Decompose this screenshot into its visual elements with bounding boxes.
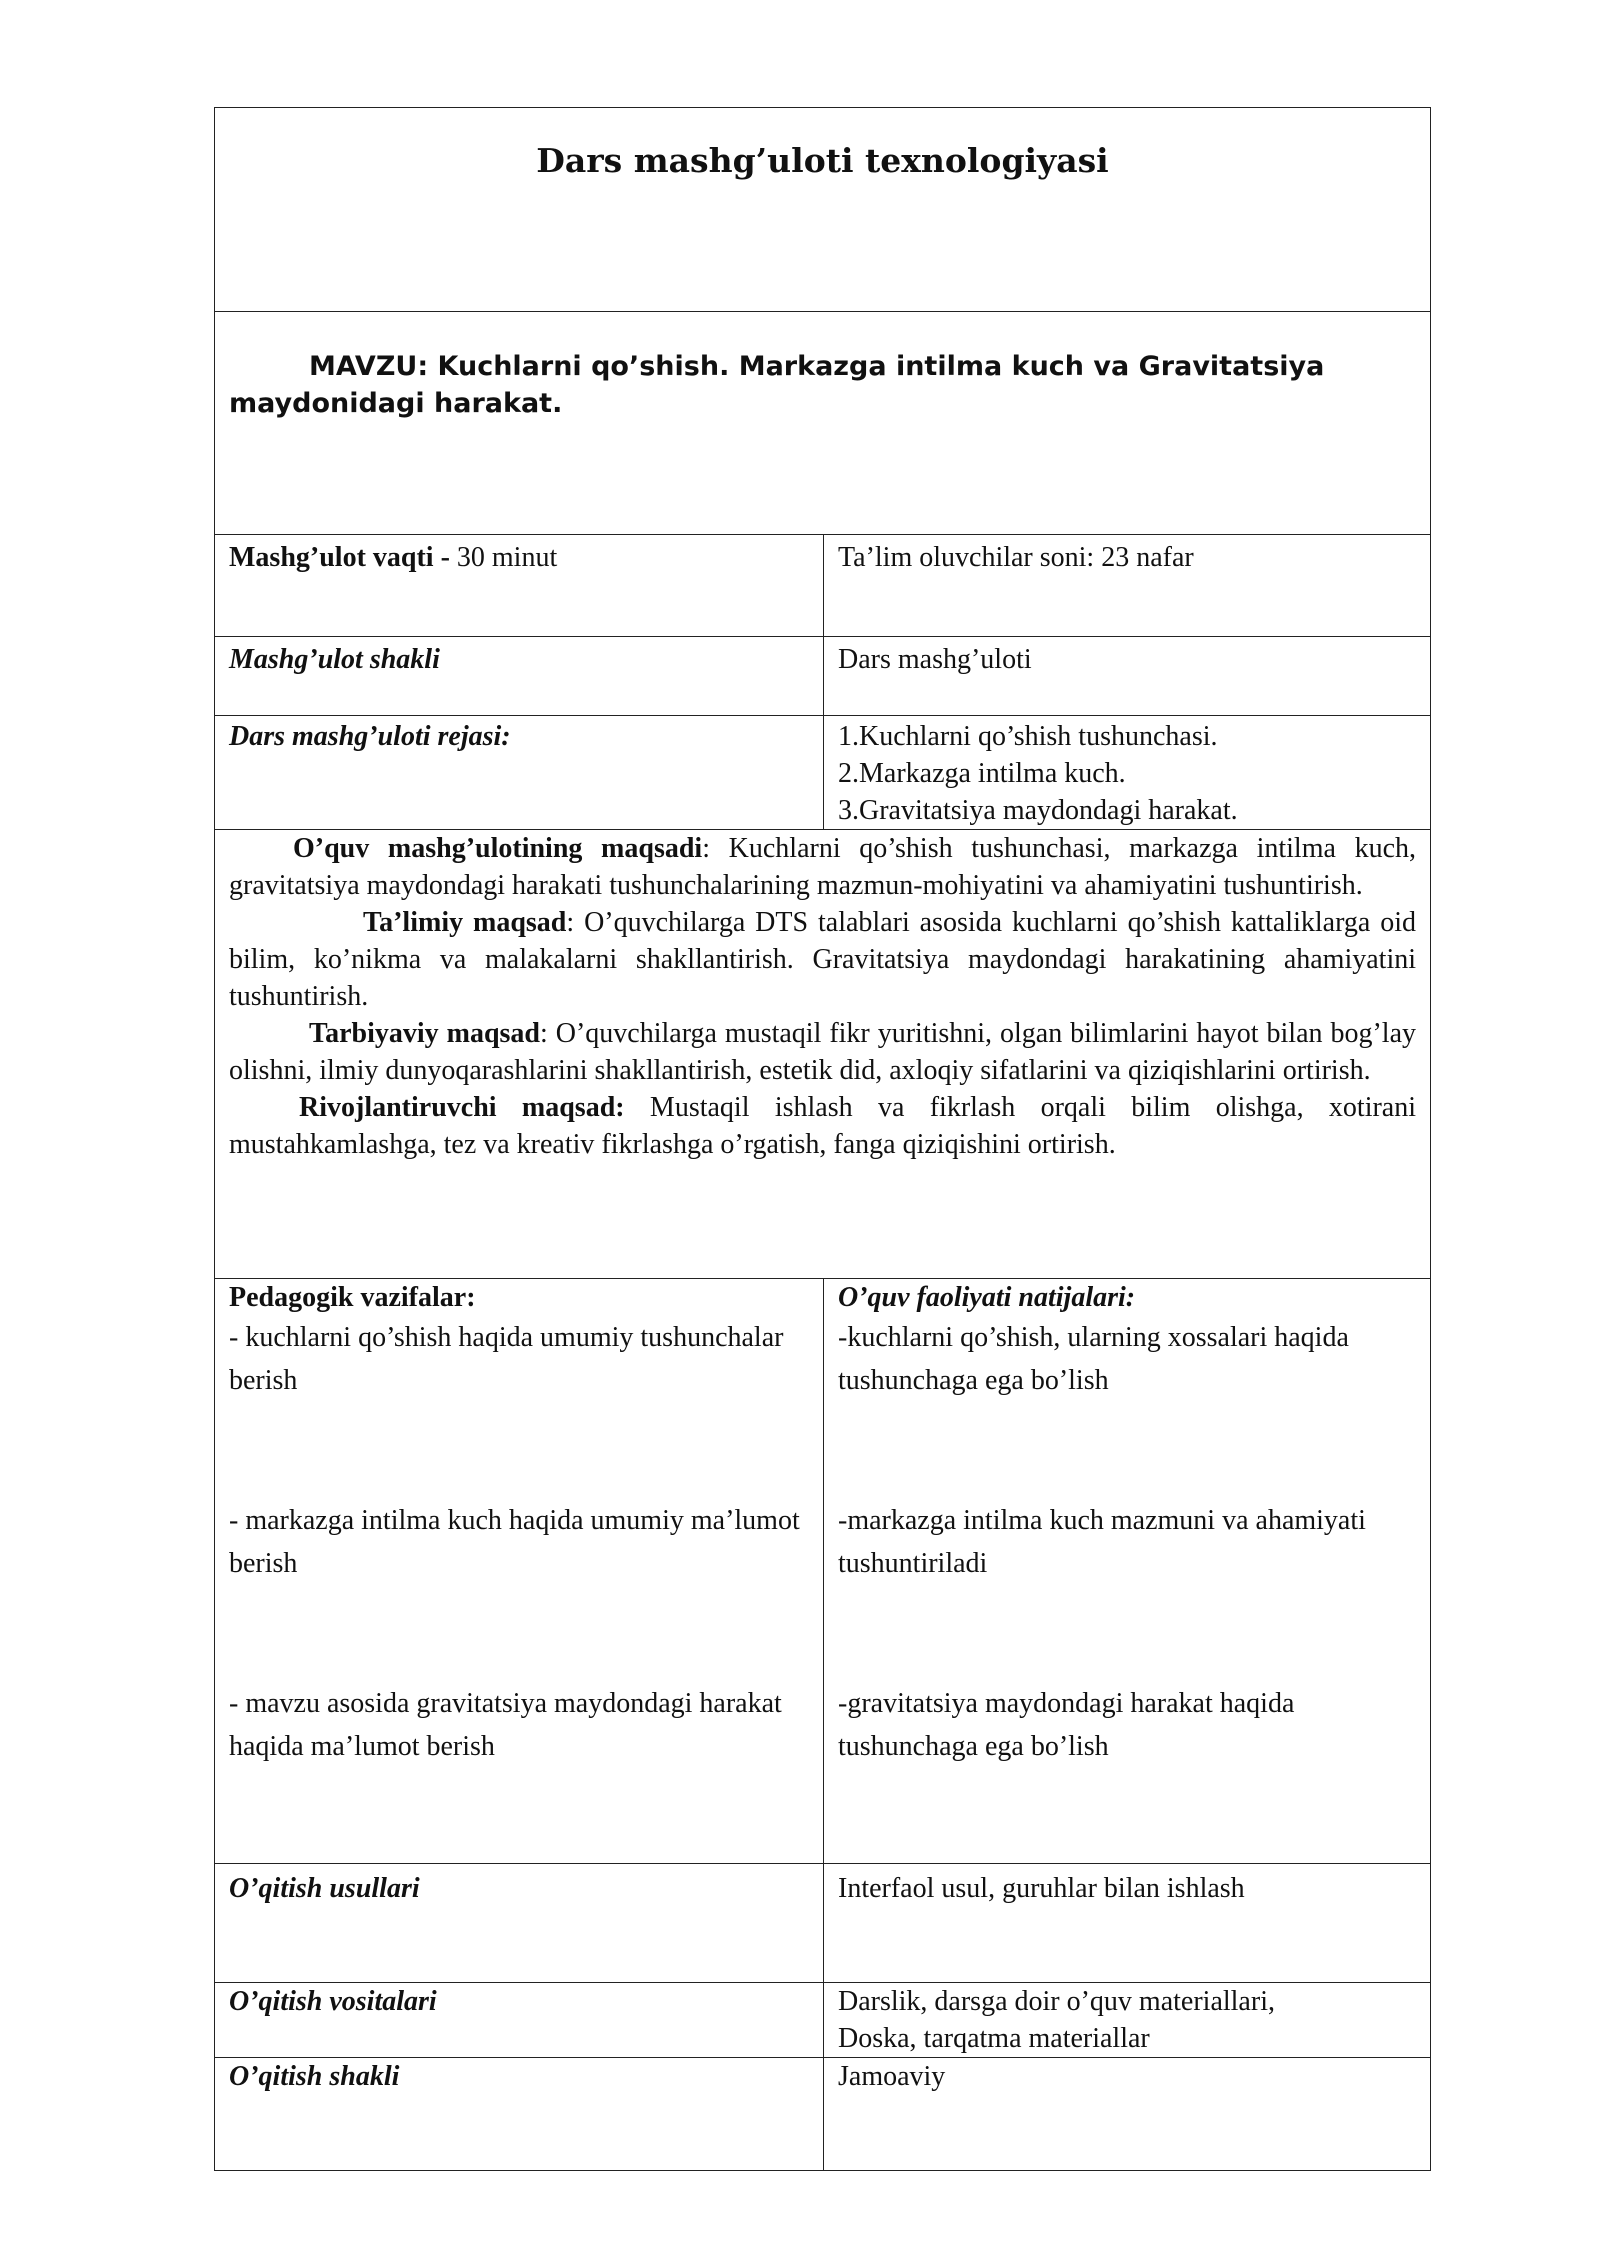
methods-value: Interfaol usul, guruhlar bilan ishlash [838, 1873, 1245, 1904]
time-cell [215, 535, 824, 637]
pedagogical-tasks-header: Pedagogik vazifalar: [229, 1282, 476, 1313]
tools-value: Darslik, darsga doir o’quv materiallari, [838, 1986, 1275, 2017]
learning-outcome: -kuchlarni qo’shish, ularning xossalari haqida tushunchaga ega bo’lish [838, 1322, 1349, 1396]
form-value-cell [824, 637, 1431, 716]
plan-label-cell [215, 716, 824, 830]
tools-label-cell [215, 1983, 824, 2058]
time-value: 30 minut [449, 542, 558, 573]
educational-goal [229, 904, 1416, 1015]
pedagogical-task: - markazga intilma kuch haqida umumiy ma’lumot berish [229, 1505, 800, 1579]
learning-outcome: -gravitatsiya maydondagi harakat haqida tushunchaga ega bo’lish [838, 1688, 1295, 1762]
main-goal [229, 830, 1416, 904]
shape-value-cell [824, 2058, 1431, 2171]
upbringing-goal [229, 1015, 1416, 1089]
form-label-cell [215, 637, 824, 716]
time-label: Mashg’ulot vaqti - [229, 542, 450, 573]
educational-goal-text: : O’quvchilarga DTS talablari asosida kuchlarni qo’shish kattaliklarga oid bilim, ko’nikma va malakalarni shakllantirish. Gravitatsiya maydondagi harakatining ahamiyatini tushuntirish. [229, 907, 1417, 1012]
plan-list [824, 716, 1431, 830]
topic-text: MAVZU: Kuchlarni qo’shish. Markazga intilma kuch va Gravitatsiya maydonidagi harakat. [229, 351, 1325, 419]
pedagogical-tasks-cell [215, 1279, 824, 1864]
upbringing-goal-text: : O’quvchilarga mustaqil fikr yuritishni, olgan bilimlarini hayot bilan bog’lay olishni, ilmiy dunyoqarashlarini shakllantirish, estetik did, axloqiy sifatlarini va qiziqishlarini ortirish. [229, 1018, 1417, 1086]
developing-goal [229, 1089, 1416, 1163]
plan-item: 3.Gravitatsiya maydondagi harakat. [838, 795, 1238, 826]
shape-label-cell [215, 2058, 824, 2171]
main-goal-text: : Kuchlarni qo’shish tushunchasi, markazga intilma kuch, gravitatsiya maydondagi harakati tushunchalarining mazmun-mohiyatini va ahamiyatini tushuntirish. [229, 833, 1417, 901]
shape-value: Jamoaviy [838, 2061, 946, 2092]
goals-cell [215, 830, 1431, 1279]
tools-value-cell [824, 1983, 1431, 2058]
methods-label-cell [215, 1864, 824, 1983]
educational-goal-label: Ta’limiy maqsad [363, 907, 567, 938]
plan-item: 2.Markazga intilma kuch. [838, 758, 1126, 789]
upbringing-goal-label: Tarbiyaviy maqsad [309, 1018, 540, 1049]
shape-label: O’qitish shakli [229, 2061, 400, 2092]
learning-outcome: -markazga intilma kuch mazmuni va ahamiyati tushuntiriladi [838, 1505, 1366, 1579]
learning-outcomes-header: O’quv faoliyati natijalari: [838, 1282, 1136, 1313]
plan-item: 1.Kuchlarni qo’shish tushunchasi. [838, 721, 1218, 752]
title-cell [215, 108, 1431, 312]
developing-goal-label: Rivojlantiruvchi maqsad: [299, 1092, 625, 1123]
pedagogical-task: - kuchlarni qo’shish haqida umumiy tushunchalar berish [229, 1322, 784, 1396]
methods-label: O’qitish usullari [229, 1873, 420, 1904]
tools-value: Doska, tarqatma materiallar [838, 2023, 1150, 2054]
form-value: Dars mashg’uloti [838, 644, 1032, 675]
topic-cell [215, 312, 1431, 535]
tools-label: O’qitish vositalari [229, 1986, 437, 2017]
methods-value-cell [824, 1864, 1431, 1983]
students-count: Ta’lim oluvchilar soni: 23 nafar [838, 542, 1194, 573]
page-title: Dars mashg’uloti texnologiyasi [536, 141, 1109, 180]
lesson-plan-table [214, 107, 1431, 2171]
plan-label: Dars mashg’uloti rejasi: [229, 721, 511, 752]
developing-goal-text: Mustaqil ishlash va fikrlash orqali bilim olishga, xotirani mustahkamlashga, tez va kreativ fikrlashga o’rgatish, fanga qiziqishini ortirish. [229, 1092, 1417, 1160]
pedagogical-task: - mavzu asosida gravitatsiya maydondagi harakat haqida ma’lumot berish [229, 1688, 782, 1762]
main-goal-label: O’quv mashg’ulotining maqsadi [293, 833, 703, 864]
students-cell [824, 535, 1431, 637]
learning-outcomes-cell [824, 1279, 1431, 1864]
form-label: Mashg’ulot shakli [229, 644, 440, 675]
